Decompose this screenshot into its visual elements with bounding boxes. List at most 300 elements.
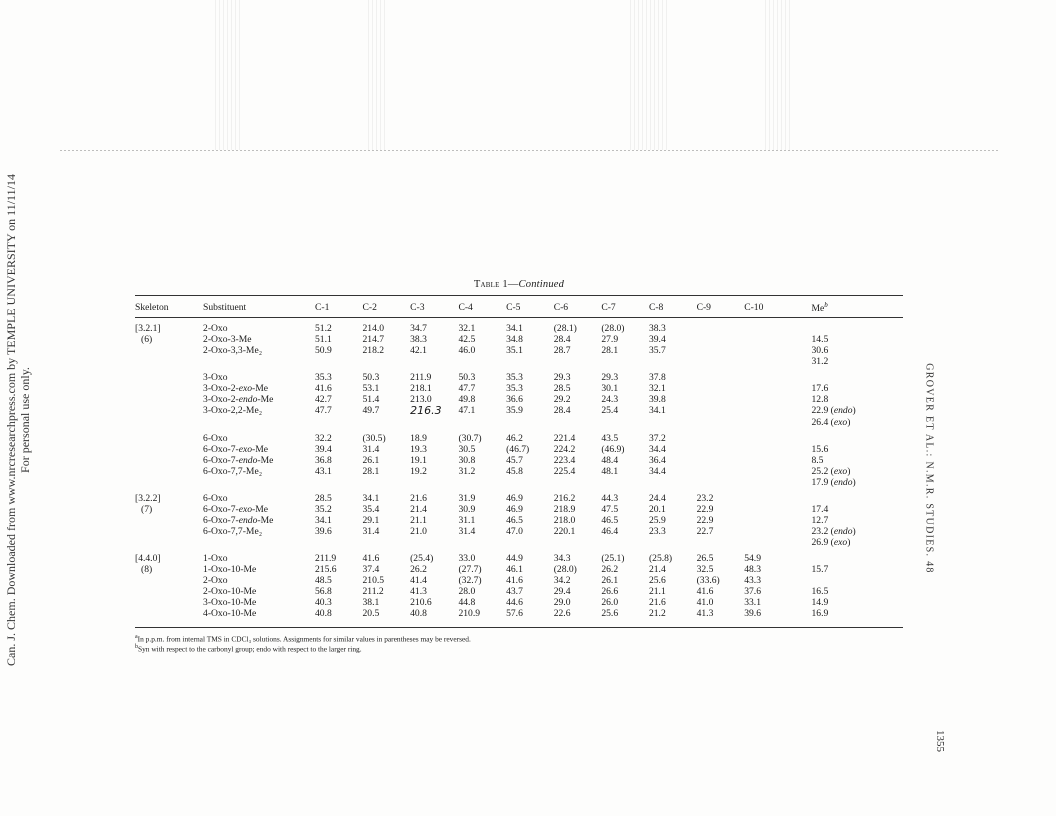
shift-cell: (25.8): [648, 553, 673, 565]
table-footnotes: [135, 633, 903, 654]
me-cell: 17.9 (endo): [811, 477, 856, 489]
shift-cell: 28.5: [553, 383, 571, 395]
substituent-cell: 3-Oxo: [203, 372, 228, 384]
shift-cell: 50.3: [458, 372, 476, 384]
scan-artifact: [765, 0, 790, 150]
shift-cell: (46.7): [506, 444, 530, 456]
shift-cell: 21.4: [410, 504, 427, 516]
me-cell: 16.9: [811, 608, 829, 620]
me-cell: 15.6: [811, 444, 829, 456]
scan-artifact: [630, 0, 670, 150]
shift-cell: 30.9: [458, 504, 476, 516]
shift-cell: 31.4: [458, 526, 476, 538]
shift-cell: 28.5: [314, 493, 332, 505]
shift-cell: 33.1: [744, 597, 761, 609]
scan-artifact-rule: [60, 150, 1000, 151]
substituent-cell: 6-Oxo-7-endo-Me: [203, 515, 274, 527]
shift-cell: 210.5: [362, 575, 385, 587]
footnote-b: $^b$Syn with respect to the carbonyl group; endo with respect to the larger ring.: [135, 644, 362, 654]
shift-cell: 35.3: [506, 372, 523, 384]
shift-cell: (32.7): [458, 575, 482, 587]
skeleton-cell: [135, 466, 189, 477]
shift-cell: [506, 417, 554, 428]
shift-cell: 30.5: [458, 444, 476, 456]
skeleton-cell: [135, 608, 189, 622]
shift-cell: 43.1: [314, 466, 332, 478]
shift-cell: 44.3: [601, 493, 619, 505]
table-caption-continued: Continued: [518, 279, 565, 290]
shift-cell: 211.9: [314, 553, 337, 565]
shift-cell: [744, 383, 791, 394]
shift-cell: 28.7: [553, 345, 571, 357]
shift-cell: 40.8: [410, 608, 427, 620]
me-cell: 12.7: [811, 515, 829, 527]
shift-cell: 36.8: [314, 455, 332, 467]
shift-cell: 19.2: [410, 466, 427, 478]
table-row: [135, 537, 903, 548]
shift-cell: 21.6: [648, 597, 666, 609]
table-row: [135, 356, 903, 367]
shift-cell: [744, 428, 791, 444]
shift-cell: [315, 417, 362, 428]
shift-cell: 30.8: [458, 455, 476, 467]
substituent-cell: 6-Oxo: [203, 493, 228, 505]
shift-cell: 24.3: [601, 394, 619, 406]
skeleton-cell: [135, 575, 189, 586]
shift-cell: 223.4: [553, 455, 576, 467]
shift-cell: 211.9: [410, 372, 432, 384]
shift-cell: 31.4: [362, 444, 380, 456]
skeleton-cell: [135, 477, 189, 488]
shift-cell: 36.4: [648, 455, 666, 467]
table-row: [135, 383, 903, 394]
shift-cell: 42.1: [410, 345, 427, 357]
substituent-cell: 2-Oxo: [203, 323, 228, 335]
shift-cell: 25.6: [601, 608, 619, 620]
shift-cell: 34.2: [553, 575, 571, 587]
shift-cell: (28.0): [601, 323, 625, 335]
shift-cell: (25.1): [601, 553, 625, 565]
shift-cell: 51.4: [362, 394, 380, 406]
shift-cell: [362, 477, 410, 488]
shift-cell: 42.7: [314, 394, 332, 406]
shift-cell: 214.7: [362, 334, 385, 346]
substituent-cell: 3-Oxo-2,2-Me₂: [203, 405, 263, 417]
shift-cell: 28.0: [458, 586, 476, 598]
shift-cell: 39.4: [648, 334, 666, 346]
shift-cell: (25.4): [410, 553, 434, 565]
shift-cell: 25.9: [648, 515, 666, 527]
column-header: C-9: [697, 296, 745, 318]
skeleton-cell: [135, 428, 189, 444]
shift-cell: 38.1: [362, 597, 380, 609]
shift-cell: [697, 428, 745, 444]
shift-cell: 47.1: [458, 405, 476, 417]
shift-cell: [554, 477, 602, 488]
shift-cell: [315, 537, 362, 548]
substituent-cell: 1-Oxo: [203, 553, 228, 565]
substituent-cell: 2-Oxo-10-Me: [203, 586, 257, 598]
shift-cell: 224.2: [553, 444, 576, 456]
table-row: [135, 444, 903, 455]
shift-cell: [744, 394, 791, 405]
shift-cell: 38.3: [648, 323, 666, 335]
table-row: [135, 575, 903, 586]
substituent-cell: 3-Oxo-10-Me: [203, 597, 257, 609]
shift-cell: [315, 356, 362, 367]
shift-cell: [697, 466, 745, 477]
shift-cell: [744, 345, 791, 356]
shift-cell: 21.0: [410, 526, 427, 538]
shift-cell: 43.3: [744, 575, 761, 587]
substituent-cell: 2-Oxo-3-Me: [203, 334, 252, 346]
substituent-cell: 6-Oxo-7-exo-Me: [203, 444, 269, 456]
shift-cell: 37.4: [362, 564, 380, 576]
shift-cell: 29.4: [553, 586, 571, 598]
shift-cell: 210.9: [458, 608, 481, 620]
shift-cell: 46.5: [601, 515, 619, 527]
table-header-row: [135, 296, 903, 318]
shift-cell: [362, 417, 410, 428]
substituent-cell: [189, 356, 315, 367]
skeleton-cell: [135, 444, 189, 455]
me-cell: 17.4: [811, 504, 829, 516]
table-row: [135, 515, 903, 526]
shift-cell: [506, 537, 554, 548]
shift-cell: 22.7: [696, 526, 714, 538]
shift-cell: 218.0: [553, 515, 576, 527]
column-header: C-4: [458, 296, 506, 318]
shift-cell: 50.3: [362, 372, 380, 384]
shift-cell: [410, 477, 458, 488]
shift-cell: (30.7): [458, 433, 482, 445]
table-row: [135, 548, 903, 564]
shift-cell: 31.9: [458, 493, 476, 505]
shift-cell: 35.1: [506, 345, 523, 357]
shift-cell: [697, 334, 745, 345]
shift-cell: 48.5: [314, 575, 332, 587]
download-notice-line2: For personal use only.: [18, 367, 32, 473]
shift-cell: 56.8: [314, 586, 332, 598]
shift-cell: 35.7: [648, 345, 666, 357]
shift-cell: 28.4: [553, 405, 571, 417]
shift-cell: 30.1: [601, 383, 619, 395]
shift-cell: [362, 537, 410, 548]
shift-cell: 31.2: [458, 466, 476, 478]
me-cell: 25.2 (exo): [811, 466, 851, 478]
shift-cell: (30.5): [362, 433, 386, 445]
column-header: C-5: [506, 296, 554, 318]
shift-cell: 218.9: [553, 504, 576, 516]
shift-cell: [744, 318, 791, 335]
shift-cell: 50.9: [314, 345, 332, 357]
substituent-cell: [189, 537, 315, 548]
substituent-cell: 2-Oxo: [203, 575, 228, 587]
table-row: [135, 477, 903, 488]
shift-cell: [697, 367, 745, 383]
substituent-cell: 1-Oxo-10-Me: [203, 564, 257, 576]
shift-cell: [458, 417, 506, 428]
column-header: Me$^b$: [791, 296, 903, 318]
shift-cell: 215.6: [314, 564, 337, 576]
shift-cell: 29.0: [553, 597, 571, 609]
me-cell: 16.5: [811, 586, 829, 598]
shift-cell: 34.8: [506, 334, 523, 346]
shift-cell: [554, 356, 602, 367]
table-row: [135, 428, 903, 444]
skeleton-cell: [135, 455, 189, 466]
shift-cell: 49.8: [458, 394, 476, 406]
shift-cell: [458, 356, 506, 367]
shift-cell: 21.1: [648, 586, 666, 598]
shift-cell: 37.2: [648, 433, 666, 445]
shift-cell: [744, 455, 791, 466]
shift-cell: [744, 417, 791, 428]
shift-cell: [744, 405, 791, 417]
table-row: [135, 488, 903, 504]
me-cell: [791, 548, 903, 564]
me-cell: [791, 428, 903, 444]
shift-cell: [744, 488, 791, 504]
running-head: GROVER ET AL.: N.M.R. STUDIES. 48: [923, 363, 935, 574]
shift-cell: 26.6: [601, 586, 619, 598]
shift-cell: 22.9: [696, 515, 714, 527]
shift-cell: 23.3: [648, 526, 666, 538]
shift-cell: 45.8: [506, 466, 523, 478]
substituent-cell: 6-Oxo-7-exo-Me: [203, 504, 269, 516]
shift-cell: 34.4: [648, 444, 666, 456]
skeleton-cell: [3.2.2]: [135, 493, 161, 505]
table-row: [135, 466, 903, 477]
shift-cell: 49.7: [362, 405, 380, 417]
shift-cell: 33.0: [458, 553, 476, 565]
shift-cell: 39.8: [648, 394, 666, 406]
shift-cell: [697, 383, 745, 394]
shift-cell: 28.4: [553, 334, 571, 346]
me-cell: 14.9: [811, 597, 829, 609]
shift-cell: [506, 356, 554, 367]
shift-cell: 25.4: [601, 405, 619, 417]
shift-cell: (28.1): [553, 323, 577, 335]
shift-cell: [649, 477, 697, 488]
me-cell: 26.9 (exo): [811, 537, 851, 549]
table-row: [135, 345, 903, 356]
shift-cell: 39.6: [314, 526, 332, 538]
shift-cell: [458, 477, 506, 488]
shift-cell: 24.4: [648, 493, 666, 505]
shift-cell: (46.9): [601, 444, 625, 456]
shift-cell: 41.6: [696, 586, 714, 598]
shift-cell: 21.4: [648, 564, 666, 576]
shift-cell: 21.1: [410, 515, 427, 527]
table-row: [135, 597, 903, 608]
substituent-cell: 3-Oxo-2-exo-Me: [203, 383, 269, 395]
skeleton-cell: [135, 367, 189, 383]
shift-cell: 22.6: [553, 608, 571, 620]
shift-cell: [410, 405, 458, 417]
shift-cell: (33.6): [696, 575, 720, 587]
shift-cell: 43.5: [601, 433, 619, 445]
column-header: C-8: [649, 296, 697, 318]
shift-cell: 31.4: [362, 526, 380, 538]
shift-cell: 41.6: [362, 553, 380, 565]
shift-cell: 46.2: [506, 433, 523, 445]
shift-cell: [410, 417, 458, 428]
shift-cell: 19.1: [410, 455, 427, 467]
shift-cell: 47.0: [506, 526, 523, 538]
skeleton-cell: [135, 597, 189, 608]
shift-cell: 46.5: [506, 515, 523, 527]
shift-cell: [744, 537, 791, 548]
skeleton-cell: [3.2.1]: [135, 323, 161, 335]
column-header: Skeleton: [135, 296, 189, 318]
table-row: [135, 405, 903, 417]
column-header: C-7: [601, 296, 649, 318]
me-cell: 14.5: [811, 334, 829, 346]
shift-cell: 37.8: [648, 372, 666, 384]
shift-cell: [697, 477, 745, 488]
shift-cell: [315, 477, 362, 488]
shift-cell: [744, 515, 791, 526]
substituent-cell: 2-Oxo-3,3-Me₂: [203, 345, 263, 357]
shift-cell: [697, 356, 745, 367]
table-caption: Table 1—Continued: [473, 279, 565, 290]
skeleton-cell: [135, 515, 189, 526]
shift-cell: [697, 455, 745, 466]
shift-cell: 41.4: [410, 575, 427, 587]
shift-cell: [410, 537, 458, 548]
column-header: C-6: [554, 296, 602, 318]
table-caption-label: Table 1: [473, 279, 508, 290]
shift-cell: 27.9: [601, 334, 619, 346]
handwritten-correction: 216.3: [410, 404, 442, 418]
shift-cell: 46.9: [506, 493, 523, 505]
table-row: [135, 318, 903, 335]
skeleton-cell: (6): [141, 334, 153, 346]
shift-cell: (27.7): [458, 564, 482, 576]
shift-cell: 46.9: [506, 504, 523, 516]
me-cell: [791, 575, 903, 586]
skeleton-cell: [135, 383, 189, 394]
shift-cell: 39.6: [744, 608, 761, 620]
shift-cell: 214.0: [362, 323, 385, 335]
nmr-shift-table: [135, 295, 903, 622]
skeleton-cell: [135, 356, 189, 367]
shift-cell: 47.7: [314, 405, 332, 417]
shift-cell: 26.5: [696, 553, 714, 565]
table-header: [135, 296, 903, 318]
shift-cell: [744, 334, 791, 345]
footnote-a: $^a$In p.p.m. from internal TMS in CDCl₃ solutions. Assignments for similar values in parentheses may be reversed.: [135, 634, 471, 644]
shift-cell: 46.4: [601, 526, 619, 538]
skeleton-cell: [135, 586, 189, 597]
me-cell: 12.8: [811, 394, 829, 406]
table-row: [135, 608, 903, 622]
table-row: [135, 455, 903, 466]
shift-cell: 211.2: [362, 586, 384, 598]
table-row: [135, 394, 903, 405]
shift-cell: 18.9: [410, 433, 427, 445]
substituent-cell: 6-Oxo-7-endo-Me: [203, 455, 274, 467]
column-header: C-1: [315, 296, 362, 318]
substituent-cell: 3-Oxo-2-endo-Me: [203, 394, 274, 406]
me-cell: 23.2 (endo): [811, 526, 856, 538]
shift-cell: 218.2: [362, 345, 385, 357]
shift-cell: [601, 477, 649, 488]
skeleton-cell: [135, 394, 189, 405]
shift-cell: [458, 537, 506, 548]
shift-cell: 21.6: [410, 493, 427, 505]
me-cell: 8.5: [811, 455, 824, 467]
table-bottom-rule: [135, 627, 903, 628]
shift-cell: [744, 367, 791, 383]
me-cell: 26.4 (exo): [811, 417, 851, 429]
shift-cell: 29.3: [553, 372, 571, 384]
shift-cell: 29.1: [362, 515, 380, 527]
shift-cell: 29.3: [601, 372, 619, 384]
shift-cell: 21.2: [648, 608, 666, 620]
shift-cell: 26.2: [410, 564, 427, 576]
column-header: Substituent: [189, 296, 315, 318]
shift-cell: [601, 537, 649, 548]
shift-cell: [744, 356, 791, 367]
shift-cell: [410, 356, 458, 367]
shift-cell: 48.4: [601, 455, 619, 467]
me-cell: [791, 318, 903, 335]
shift-cell: 36.6: [506, 394, 523, 406]
shift-cell: [697, 444, 745, 455]
shift-cell: 46.1: [506, 564, 523, 576]
shift-cell: 210.6: [410, 597, 432, 609]
me-cell: 22.9 (endo): [811, 405, 856, 417]
shift-cell: [601, 356, 649, 367]
shift-cell: [744, 466, 791, 477]
shift-cell: 213.0: [410, 394, 432, 406]
me-cell: 31.2: [811, 356, 829, 368]
shift-cell: [554, 537, 602, 548]
skeleton-cell: [135, 345, 189, 356]
shift-cell: 41.6: [314, 383, 332, 395]
shift-cell: [362, 356, 410, 367]
shift-cell: 47.7: [458, 383, 476, 395]
shift-cell: 48.1: [601, 466, 619, 478]
shift-cell: 34.1: [362, 493, 380, 505]
column-header: C-3: [410, 296, 458, 318]
shift-cell: 45.7: [506, 455, 523, 467]
shift-cell: [744, 444, 791, 455]
table-row: [135, 564, 903, 575]
shift-cell: [601, 417, 649, 428]
download-notice: [4, 120, 32, 720]
shift-cell: 51.2: [314, 323, 332, 335]
shift-cell: [697, 394, 745, 405]
shift-cell: 39.4: [314, 444, 332, 456]
shift-cell: 47.5: [601, 504, 619, 516]
shift-cell: 48.3: [744, 564, 761, 576]
shift-cell: 29.2: [553, 394, 571, 406]
shift-cell: 32.2: [314, 433, 332, 445]
table-row: [135, 586, 903, 597]
shift-cell: 26.1: [362, 455, 380, 467]
shift-cell: 20.1: [648, 504, 666, 516]
shift-cell: 37.6: [744, 586, 761, 598]
substituent-cell: [189, 417, 315, 428]
shift-cell: [697, 345, 745, 356]
shift-cell: 40.3: [314, 597, 332, 609]
skeleton-cell: [135, 537, 189, 548]
shift-cell: 216.2: [553, 493, 576, 505]
shift-cell: 35.9: [506, 405, 523, 417]
